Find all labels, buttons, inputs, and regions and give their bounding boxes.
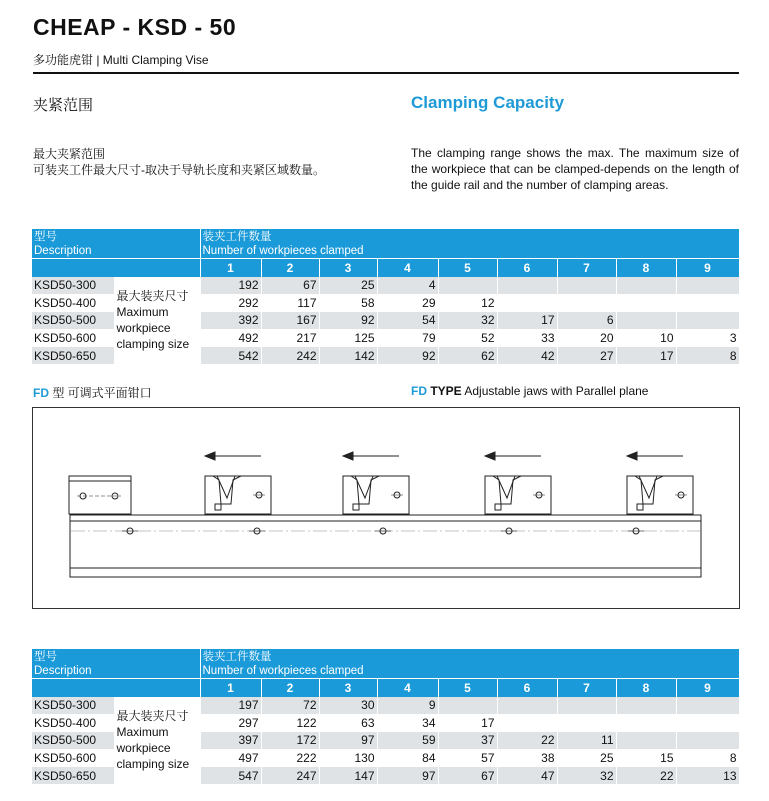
fixed-jaw-block bbox=[69, 476, 131, 514]
value-cell: 17 bbox=[438, 714, 497, 732]
table-header-row bbox=[32, 649, 739, 679]
value-cell bbox=[438, 277, 497, 295]
fd-type-title-cn bbox=[33, 384, 152, 401]
count-header-cn: 装夹工件数量 bbox=[202, 651, 272, 663]
value-cell bbox=[616, 697, 676, 715]
value-cell: 6 bbox=[557, 312, 616, 330]
row-label-en-1: Maximum bbox=[116, 305, 169, 320]
arrow-left-icon bbox=[627, 452, 683, 460]
value-cell bbox=[557, 277, 616, 295]
count-column-header: 4 bbox=[377, 679, 438, 697]
value-cell bbox=[676, 277, 739, 295]
model-cell: KSD50-650 bbox=[32, 767, 114, 785]
value-cell: 92 bbox=[377, 347, 438, 365]
value-cell: 97 bbox=[377, 767, 438, 785]
page-subtitle: 多功能虎钳 | Multi Clamping Vise bbox=[33, 53, 209, 67]
value-cell: 197 bbox=[200, 697, 261, 715]
count-column-header: 8 bbox=[616, 679, 676, 697]
row-label bbox=[114, 277, 200, 365]
value-cell: 30 bbox=[319, 697, 377, 715]
value-cell: 67 bbox=[261, 277, 319, 295]
value-cell: 397 bbox=[200, 732, 261, 750]
table-row bbox=[32, 697, 739, 715]
description-header-cn: 型号 bbox=[34, 231, 57, 243]
value-cell bbox=[616, 294, 676, 312]
value-cell: 27 bbox=[557, 347, 616, 365]
value-cell: 32 bbox=[438, 312, 497, 330]
value-cell bbox=[616, 277, 676, 295]
value-cell bbox=[676, 714, 739, 732]
value-cell: 217 bbox=[261, 329, 319, 347]
description-cn bbox=[33, 146, 393, 178]
count-column-header: 6 bbox=[497, 679, 557, 697]
value-cell: 92 bbox=[319, 312, 377, 330]
count-column-header: 7 bbox=[557, 259, 616, 277]
value-cell: 8 bbox=[676, 749, 739, 767]
value-cell: 72 bbox=[261, 697, 319, 715]
value-cell bbox=[676, 312, 739, 330]
count-number-row bbox=[32, 679, 739, 697]
description-header-en: Description bbox=[34, 245, 92, 257]
vise-jaw-icon bbox=[627, 476, 693, 514]
vise-drawing bbox=[32, 407, 740, 609]
value-cell: 8 bbox=[676, 347, 739, 365]
count-header bbox=[200, 229, 739, 259]
count-column-header: 5 bbox=[438, 259, 497, 277]
count-column-header: 9 bbox=[676, 259, 739, 277]
model-cell: KSD50-400 bbox=[32, 714, 114, 732]
fd-text-en: Adjustable jaws with Parallel plane bbox=[461, 384, 649, 398]
value-cell: 52 bbox=[438, 329, 497, 347]
arrow-left-icon bbox=[343, 452, 399, 460]
value-cell: 62 bbox=[438, 347, 497, 365]
rail-hole-icon bbox=[501, 528, 517, 534]
value-cell bbox=[676, 294, 739, 312]
model-cell: KSD50-400 bbox=[32, 294, 114, 312]
model-cell: KSD50-600 bbox=[32, 749, 114, 767]
description-cn-line2: 可装夹工件最大尺寸-取决于导轨长度和夹紧区域数量。 bbox=[33, 163, 325, 177]
rail-hole-icon bbox=[122, 528, 138, 534]
vise-jaw-icon bbox=[485, 476, 551, 514]
description-cn-line1: 最大夹紧范围 bbox=[33, 147, 106, 161]
value-cell: 297 bbox=[200, 714, 261, 732]
count-column-header: 7 bbox=[557, 679, 616, 697]
model-cell: KSD50-500 bbox=[32, 732, 114, 750]
value-cell: 15 bbox=[616, 749, 676, 767]
value-cell: 59 bbox=[377, 732, 438, 750]
value-cell bbox=[438, 697, 497, 715]
value-cell: 4 bbox=[377, 277, 438, 295]
description-header-en: Description bbox=[34, 665, 92, 677]
value-cell: 122 bbox=[261, 714, 319, 732]
vise-drawing-svg bbox=[33, 408, 739, 608]
rail-hole-icon bbox=[249, 528, 265, 534]
value-cell: 292 bbox=[200, 294, 261, 312]
capacity-table-standard bbox=[32, 229, 740, 364]
value-cell: 38 bbox=[497, 749, 557, 767]
value-cell: 29 bbox=[377, 294, 438, 312]
count-column-header: 2 bbox=[261, 259, 319, 277]
value-cell: 147 bbox=[319, 767, 377, 785]
value-cell: 22 bbox=[497, 732, 557, 750]
value-cell: 392 bbox=[200, 312, 261, 330]
value-cell: 497 bbox=[200, 749, 261, 767]
value-cell bbox=[616, 732, 676, 750]
value-cell: 142 bbox=[319, 347, 377, 365]
value-cell: 3 bbox=[676, 329, 739, 347]
count-number-row bbox=[32, 259, 739, 277]
value-cell bbox=[497, 294, 557, 312]
value-cell: 12 bbox=[438, 294, 497, 312]
count-column-header: 4 bbox=[377, 259, 438, 277]
rail-hole-icon bbox=[628, 528, 644, 534]
fd-text-cn: 型 可调式平面钳口 bbox=[49, 386, 152, 400]
fd-code: FD bbox=[411, 384, 427, 398]
value-cell bbox=[557, 697, 616, 715]
value-cell: 130 bbox=[319, 749, 377, 767]
table-header-row bbox=[32, 229, 739, 259]
value-cell bbox=[676, 697, 739, 715]
row-label-en-3: clamping size bbox=[116, 337, 190, 352]
value-cell: 33 bbox=[497, 329, 557, 347]
value-cell bbox=[557, 294, 616, 312]
value-cell: 37 bbox=[438, 732, 497, 750]
value-cell: 222 bbox=[261, 749, 319, 767]
value-cell: 167 bbox=[261, 312, 319, 330]
value-cell: 247 bbox=[261, 767, 319, 785]
value-cell: 192 bbox=[200, 277, 261, 295]
row-label bbox=[114, 697, 200, 785]
fd-type-title-en bbox=[411, 384, 648, 398]
value-cell bbox=[497, 277, 557, 295]
count-column-header: 8 bbox=[616, 259, 676, 277]
value-cell: 492 bbox=[200, 329, 261, 347]
row-label-cn: 最大装夹尺寸 bbox=[116, 709, 189, 724]
description-header-cn: 型号 bbox=[34, 651, 57, 663]
value-cell: 67 bbox=[438, 767, 497, 785]
count-column-header: 3 bbox=[319, 679, 377, 697]
value-cell: 242 bbox=[261, 347, 319, 365]
value-cell: 17 bbox=[616, 347, 676, 365]
section-title-cn: 夹紧范围 bbox=[33, 97, 94, 114]
vise-jaw-icon bbox=[343, 476, 409, 514]
value-cell: 57 bbox=[438, 749, 497, 767]
row-label-en-1: Maximum bbox=[116, 725, 169, 740]
count-column-header: 9 bbox=[676, 679, 739, 697]
count-column-header: 3 bbox=[319, 259, 377, 277]
count-column-header: 1 bbox=[200, 259, 261, 277]
value-cell: 9 bbox=[377, 697, 438, 715]
vise-jaw-icon bbox=[205, 476, 271, 514]
value-cell: 54 bbox=[377, 312, 438, 330]
count-column-header: 5 bbox=[438, 679, 497, 697]
count-column-header: 2 bbox=[261, 679, 319, 697]
model-cell: KSD50-300 bbox=[32, 277, 114, 295]
value-cell: 22 bbox=[616, 767, 676, 785]
description-header bbox=[32, 649, 200, 679]
value-cell: 25 bbox=[319, 277, 377, 295]
value-cell: 10 bbox=[616, 329, 676, 347]
description-header bbox=[32, 229, 200, 259]
row-label-en-2: workpiece bbox=[116, 321, 171, 336]
count-column-header: 1 bbox=[200, 679, 261, 697]
value-cell bbox=[557, 714, 616, 732]
value-cell: 47 bbox=[497, 767, 557, 785]
value-cell: 63 bbox=[319, 714, 377, 732]
count-header-cn: 装夹工件数量 bbox=[202, 231, 272, 243]
row-label-cn: 最大装夹尺寸 bbox=[116, 289, 189, 304]
value-cell: 58 bbox=[319, 294, 377, 312]
row-label-en-2: workpiece bbox=[116, 741, 171, 756]
table-row bbox=[32, 277, 739, 295]
rail-hole-icon bbox=[375, 528, 391, 534]
count-header-en: Number of workpieces clamped bbox=[202, 665, 364, 677]
value-cell bbox=[676, 732, 739, 750]
capacity-table-fd-type bbox=[32, 649, 740, 784]
fd-type-word: TYPE bbox=[427, 384, 462, 398]
value-cell: 125 bbox=[319, 329, 377, 347]
value-cell: 25 bbox=[557, 749, 616, 767]
page-title: CHEAP - KSD - 50 bbox=[33, 14, 237, 40]
value-cell: 11 bbox=[557, 732, 616, 750]
value-cell: 79 bbox=[377, 329, 438, 347]
count-column-header: 6 bbox=[497, 259, 557, 277]
value-cell: 32 bbox=[557, 767, 616, 785]
value-cell bbox=[497, 714, 557, 732]
row-label-en-3: clamping size bbox=[116, 757, 190, 772]
value-cell: 172 bbox=[261, 732, 319, 750]
value-cell: 542 bbox=[200, 347, 261, 365]
value-cell: 34 bbox=[377, 714, 438, 732]
value-cell: 20 bbox=[557, 329, 616, 347]
fd-code: FD bbox=[33, 386, 49, 400]
value-cell: 13 bbox=[676, 767, 739, 785]
value-cell: 17 bbox=[497, 312, 557, 330]
value-cell bbox=[616, 312, 676, 330]
value-cell: 84 bbox=[377, 749, 438, 767]
title-rule bbox=[33, 72, 739, 74]
section-title-en: Clamping Capacity bbox=[411, 93, 565, 112]
description-en: The clamping range shows the max. The maximum size of the workpiece that can be clamped-depends on the length of the guide rail and the number of clamping areas. bbox=[411, 146, 739, 192]
value-cell bbox=[497, 697, 557, 715]
model-cell: KSD50-650 bbox=[32, 347, 114, 365]
arrow-left-icon bbox=[485, 452, 541, 460]
count-header bbox=[200, 649, 739, 679]
arrow-left-icon bbox=[205, 452, 261, 460]
value-cell bbox=[616, 714, 676, 732]
count-header-en: Number of workpieces clamped bbox=[202, 245, 364, 257]
value-cell: 117 bbox=[261, 294, 319, 312]
value-cell: 42 bbox=[497, 347, 557, 365]
value-cell: 97 bbox=[319, 732, 377, 750]
value-cell: 547 bbox=[200, 767, 261, 785]
model-cell: KSD50-600 bbox=[32, 329, 114, 347]
model-cell: KSD50-300 bbox=[32, 697, 114, 715]
model-cell: KSD50-500 bbox=[32, 312, 114, 330]
